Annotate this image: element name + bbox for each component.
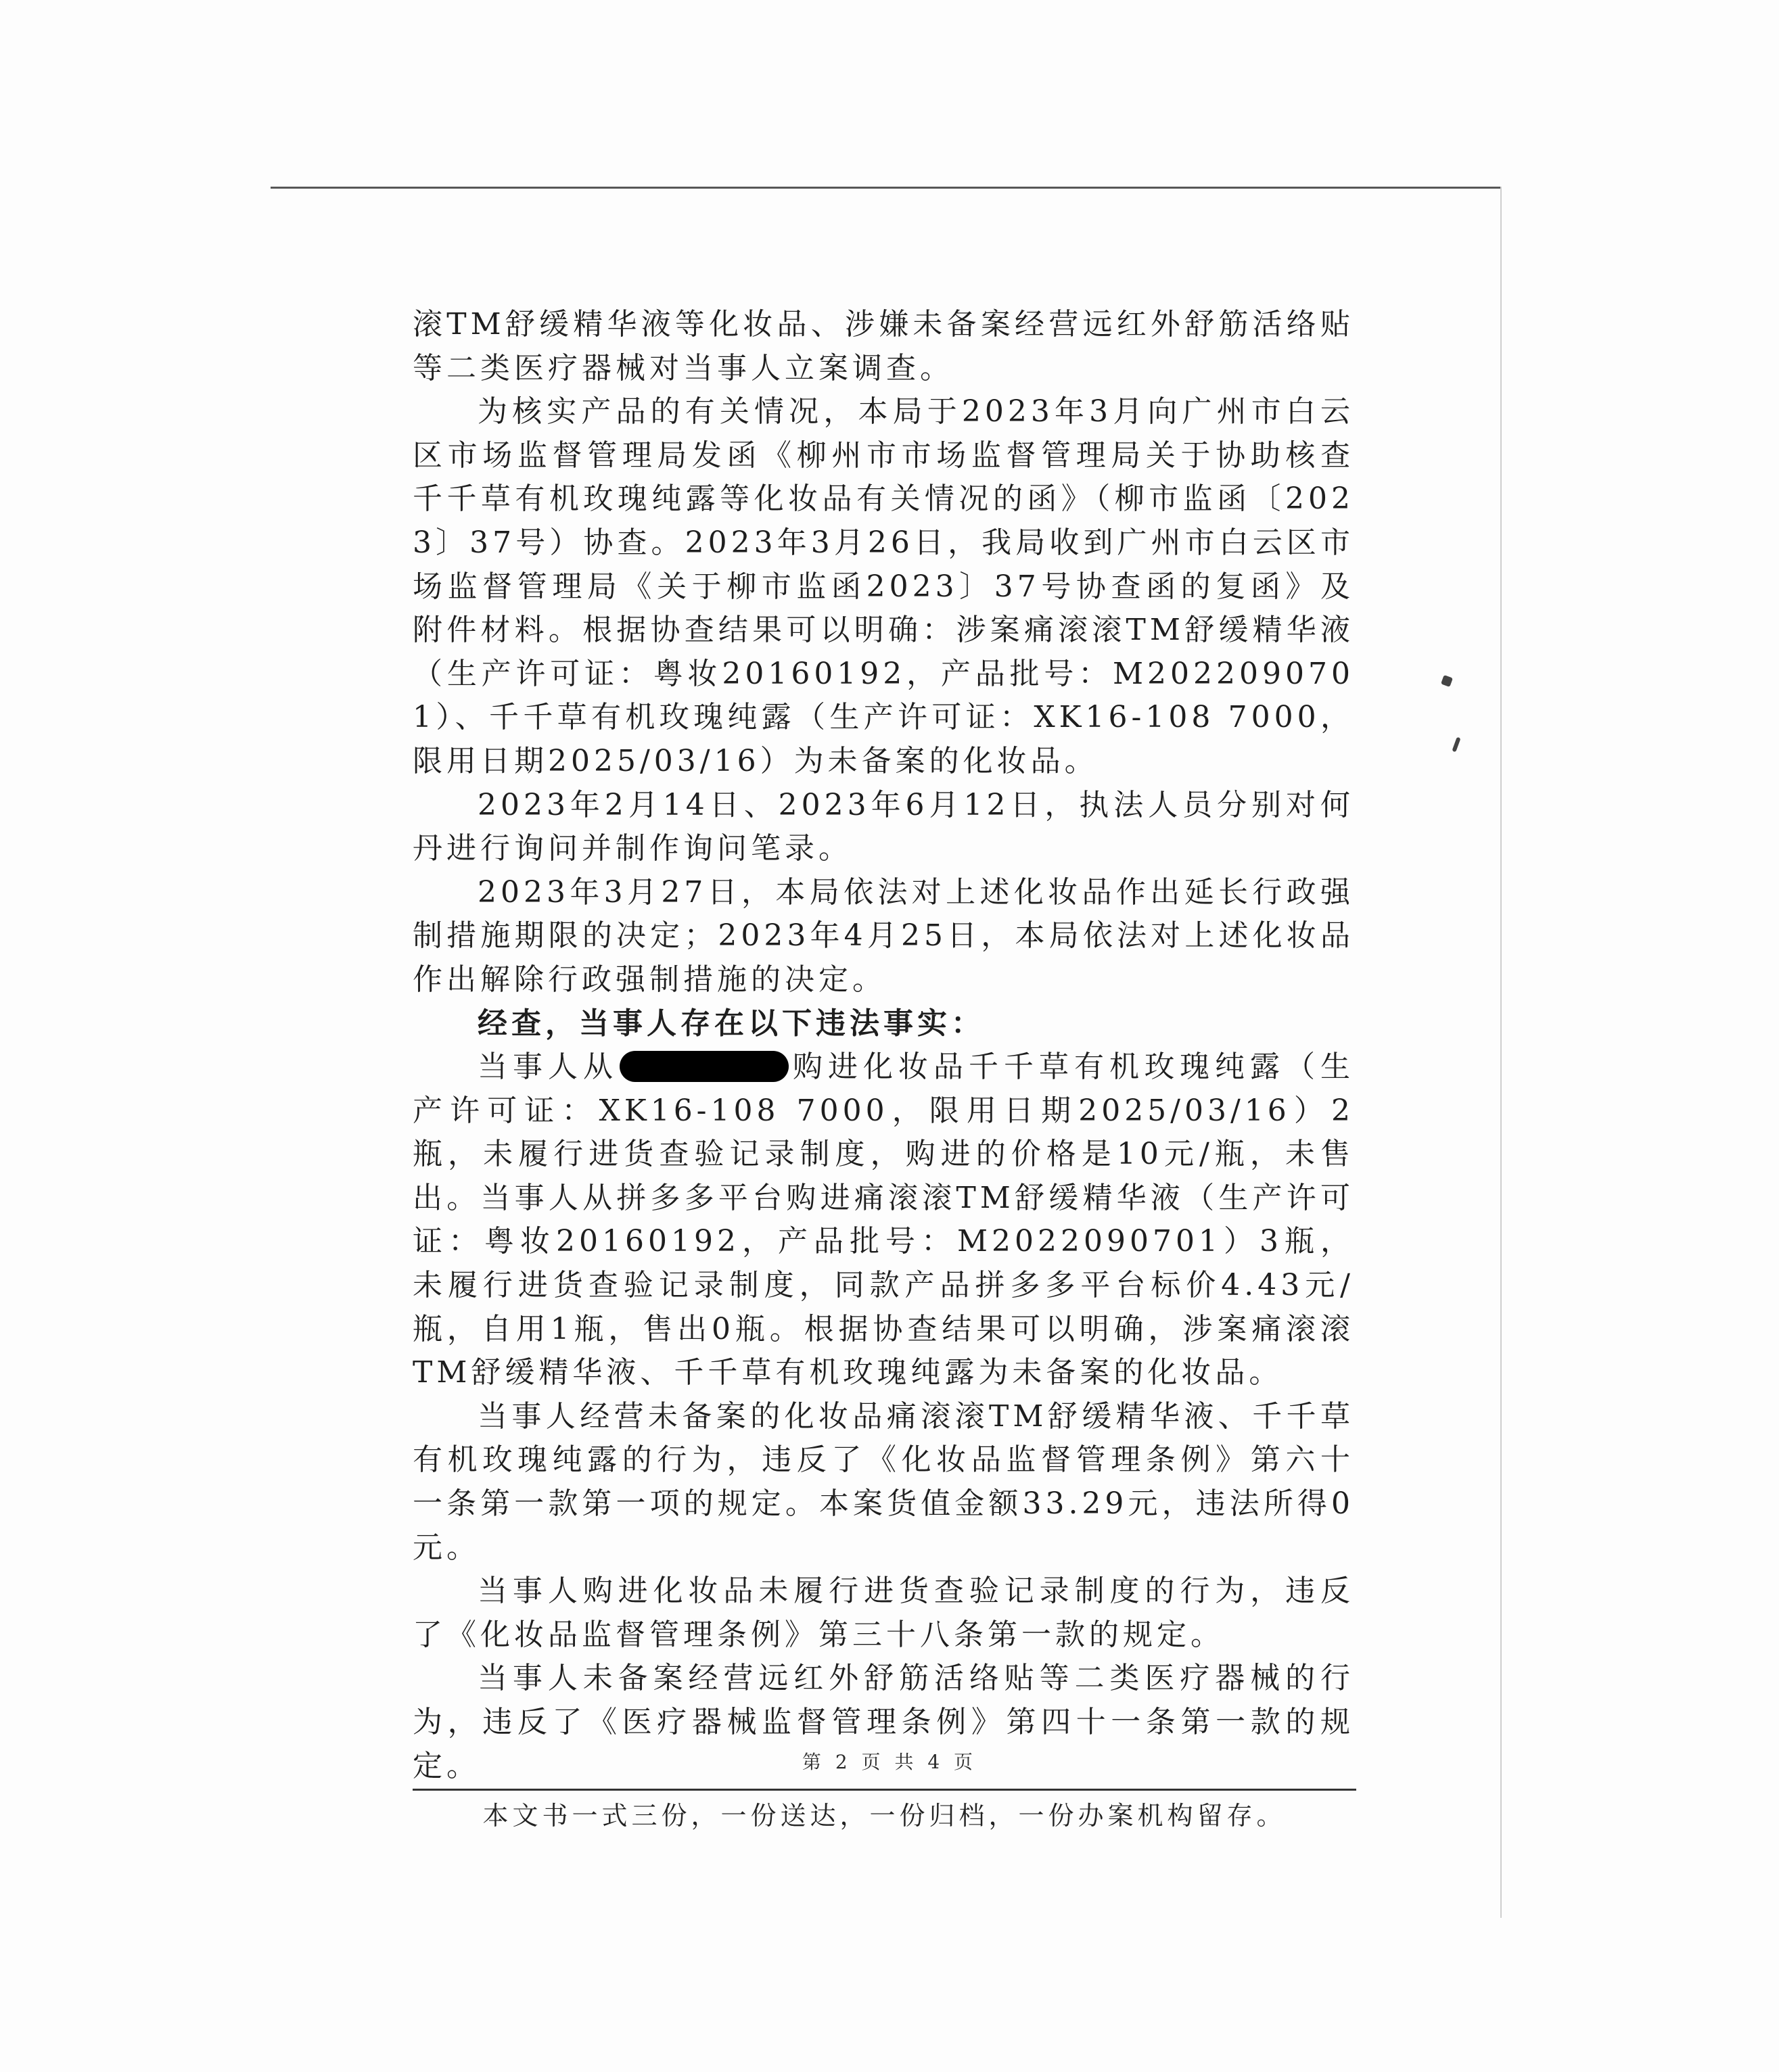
page-top-edge <box>271 187 1502 189</box>
paragraph-inquiry: 2023年2月14日、2023年6月12日，执法人员分别对何丹进行询问并制作询问笔录。 <box>413 787 1354 866</box>
paragraph-violation-medical-devices: 当事人未备案经营远红外舒筋活络贴等二类医疗器械的行为，违反了《医疗器械监督管理条例》第四十一条第一款的规定。 <box>413 1661 1354 1783</box>
section-heading-findings: 经查，当事人存在以下违法事实： <box>478 1006 985 1041</box>
scan-smudge <box>1452 737 1460 753</box>
paragraph-violation-cosmetics: 当事人经营未备案的化妆品痛滚滚TM舒缓精华液、千千草有机玫瑰纯露的行为，违反了《化妆品监督管理条例》第六十一条第一款第一项的规定。本案货值金额33.29元，违法所得0元。 <box>413 1398 1354 1565</box>
paragraph-enforcement-measures: 2023年3月27日，本局依法对上述化妆品作出延长行政强制措施期限的决定；2023年4月25日，本局依法对上述化妆品作出解除行政强制措施的决定。 <box>413 874 1354 997</box>
paragraph-violation-inspection-records: 当事人购进化妆品未履行进货查验记录制度的行为，违反了《化妆品监督管理条例》第三十八条第一款的规定。 <box>413 1574 1354 1652</box>
paragraph-facts <box>413 1045 1354 1395</box>
document-body <box>413 303 1354 1788</box>
paragraph-verification: 为核实产品的有关情况，本局于2023年3月向广州市白云区市场监督管理局发函《柳州市市场监督管理局关于协助核查千千草有机玫瑰纯露等化妆品有关情况的函》（柳市监函〔2023〕37号）协查。2023年3月26日，我局收到广州市白云区市场监督管理局《关于柳市监函2023〕37号协查函的复函》及附件材料。根据协查结果可以明确：涉案痛滚滚TM舒缓精华液（生产许可证：粤妆20160192，产品批号：M2022090701）、千千草有机玫瑰纯露（生产许可证：XK16-108 7000，限用日期2025/03/16）为未备案的化妆品。 <box>413 394 1354 778</box>
paragraph-facts-start: 当事人从 <box>478 1050 618 1085</box>
paragraph-facts-rest: 购进化妆品千千草有机玫瑰纯露（生产许可证：XK16-108 7000，限用日期2025/03/16）2瓶，未履行进货查验记录制度，购进的价格是10元/瓶，未售出。当事人从拼多多平台购进痛滚滚TM舒缓精华液（生产许可证：粤妆20160192，产品批号：M2022090701）3瓶，未履行进货查验记录制度，同款产品拼多多平台标价4.43元/瓶，自用1瓶，售出0瓶。根据协查结果可以明确，涉案痛滚滚TM舒缓精华液、千千草有机玫瑰纯露为未备案的化妆品。 <box>413 1050 1354 1390</box>
paragraph-case-filing: 滚TM舒缓精华液等化妆品、涉嫌未备案经营远红外舒筋活络贴等二类医疗器械对当事人立案调查。 <box>413 307 1354 385</box>
page-right-edge <box>1500 187 1502 1918</box>
footer-note: 本文书一式三份，一份送达，一份归档，一份办案机构留存。 <box>482 1801 1287 1831</box>
page-number: 第 2 页 共 4 页 <box>802 1751 977 1773</box>
scan-smudge <box>1441 675 1453 687</box>
redaction-mark <box>620 1051 789 1082</box>
